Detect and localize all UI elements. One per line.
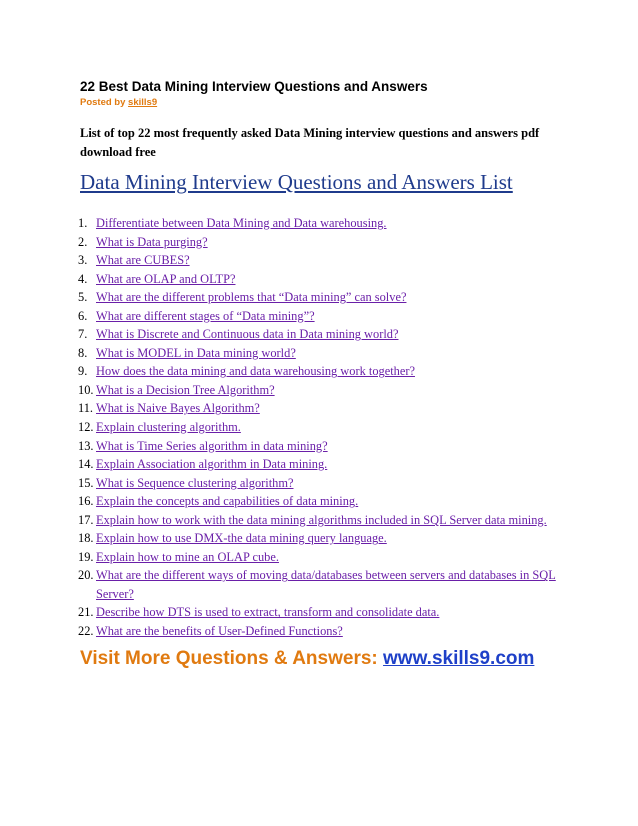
question-link[interactable]: What is Data purging? — [96, 234, 208, 249]
question-link[interactable]: What are the different ways of moving data/databases between servers and databases in SQL Server? — [96, 568, 556, 601]
question-link[interactable]: What is Naive Bayes Algorithm? — [96, 401, 260, 416]
intro-paragraph: List of top 22 most frequently asked Data Mining interview questions and answers pdf download free — [80, 126, 540, 159]
question-item — [78, 325, 568, 344]
question-number: 9. — [78, 364, 88, 379]
question-item — [78, 344, 568, 363]
author-link[interactable]: skills9 — [128, 97, 158, 108]
question-item — [78, 511, 568, 530]
question-number: 3. — [78, 253, 88, 268]
question-item — [78, 362, 568, 381]
question-link[interactable]: Explain the concepts and capabilities of data mining. — [96, 494, 359, 509]
question-item — [78, 233, 568, 252]
visit-more-label: Visit More Questions & Answers: — [80, 648, 384, 669]
question-link[interactable]: What are OLAP and OLTP? — [96, 271, 236, 286]
question-item — [78, 381, 568, 400]
posted-by-line — [80, 97, 157, 108]
question-link[interactable]: Explain Association algorithm in Data mining. — [96, 457, 328, 472]
question-number: 2. — [78, 234, 88, 249]
question-item — [78, 270, 568, 289]
question-number: 8. — [78, 345, 88, 360]
question-number: 5. — [78, 290, 88, 305]
question-link[interactable]: Explain how to work with the data mining algorithms included in SQL Server data mining. — [96, 512, 547, 527]
question-item — [78, 622, 568, 641]
question-item — [78, 474, 568, 493]
question-link[interactable]: What is Time Series algorithm in data mining? — [96, 438, 328, 453]
question-link[interactable]: Explain how to use DMX-the data mining query language. — [96, 531, 387, 546]
question-item — [78, 418, 568, 437]
question-link[interactable]: What is a Decision Tree Algorithm? — [96, 382, 275, 397]
posted-by-label: Posted by — [80, 97, 126, 108]
question-number: 14. — [78, 457, 94, 472]
question-number: 11. — [78, 401, 94, 416]
question-item — [78, 437, 568, 456]
question-number: 4. — [78, 271, 88, 286]
question-item — [78, 529, 568, 548]
question-link[interactable]: What are the different problems that “Data mining” can solve? — [96, 290, 407, 305]
question-item — [78, 492, 568, 511]
question-number: 7. — [78, 327, 88, 342]
question-item — [78, 455, 568, 474]
question-number: 18. — [78, 531, 94, 546]
questions-list — [78, 214, 568, 641]
question-link[interactable]: Explain clustering algorithm. — [96, 420, 241, 435]
question-number: 22. — [78, 624, 94, 639]
question-link[interactable]: What is Discrete and Continuous data in Data mining world? — [96, 327, 399, 342]
question-link[interactable]: How does the data mining and data warehousing work together? — [96, 364, 415, 379]
question-number: 6. — [78, 308, 88, 323]
question-link[interactable]: What are the benefits of User-Defined Functions? — [96, 624, 343, 639]
question-link[interactable]: Describe how DTS is used to extract, transform and consolidate data. — [96, 605, 440, 620]
question-number: 15. — [78, 475, 94, 490]
question-link[interactable]: Differentiate between Data Mining and Data warehousing. — [96, 216, 387, 230]
question-item — [78, 548, 568, 567]
question-link[interactable]: What are CUBES? — [96, 253, 190, 268]
website-link[interactable]: www.skills9.com — [383, 648, 535, 669]
question-item — [78, 251, 568, 270]
question-link[interactable]: What is Sequence clustering algorithm? — [96, 475, 294, 490]
question-number: 17. — [78, 512, 94, 527]
question-number: 16. — [78, 494, 94, 509]
question-link[interactable]: What is MODEL in Data mining world? — [96, 345, 296, 360]
question-number: 13. — [78, 438, 94, 453]
question-item — [78, 288, 568, 307]
question-item — [78, 566, 568, 603]
question-item — [78, 399, 568, 418]
question-number: 19. — [78, 549, 94, 564]
question-item — [78, 603, 568, 622]
question-number: 12. — [78, 420, 94, 435]
question-number: 10. — [78, 382, 94, 397]
question-link[interactable]: What are different stages of “Data mining”? — [96, 308, 315, 323]
page-title: 22 Best Data Mining Interview Questions and Answers — [80, 79, 428, 94]
question-number: 20. — [78, 568, 94, 583]
question-item — [78, 214, 568, 233]
visit-more-line — [80, 648, 534, 670]
question-link[interactable]: Explain how to mine an OLAP cube. — [96, 549, 279, 564]
question-number: 1. — [78, 216, 88, 230]
list-heading: Data Mining Interview Questions and Answers List — [80, 170, 513, 194]
question-item — [78, 307, 568, 326]
question-number: 21. — [78, 605, 94, 620]
